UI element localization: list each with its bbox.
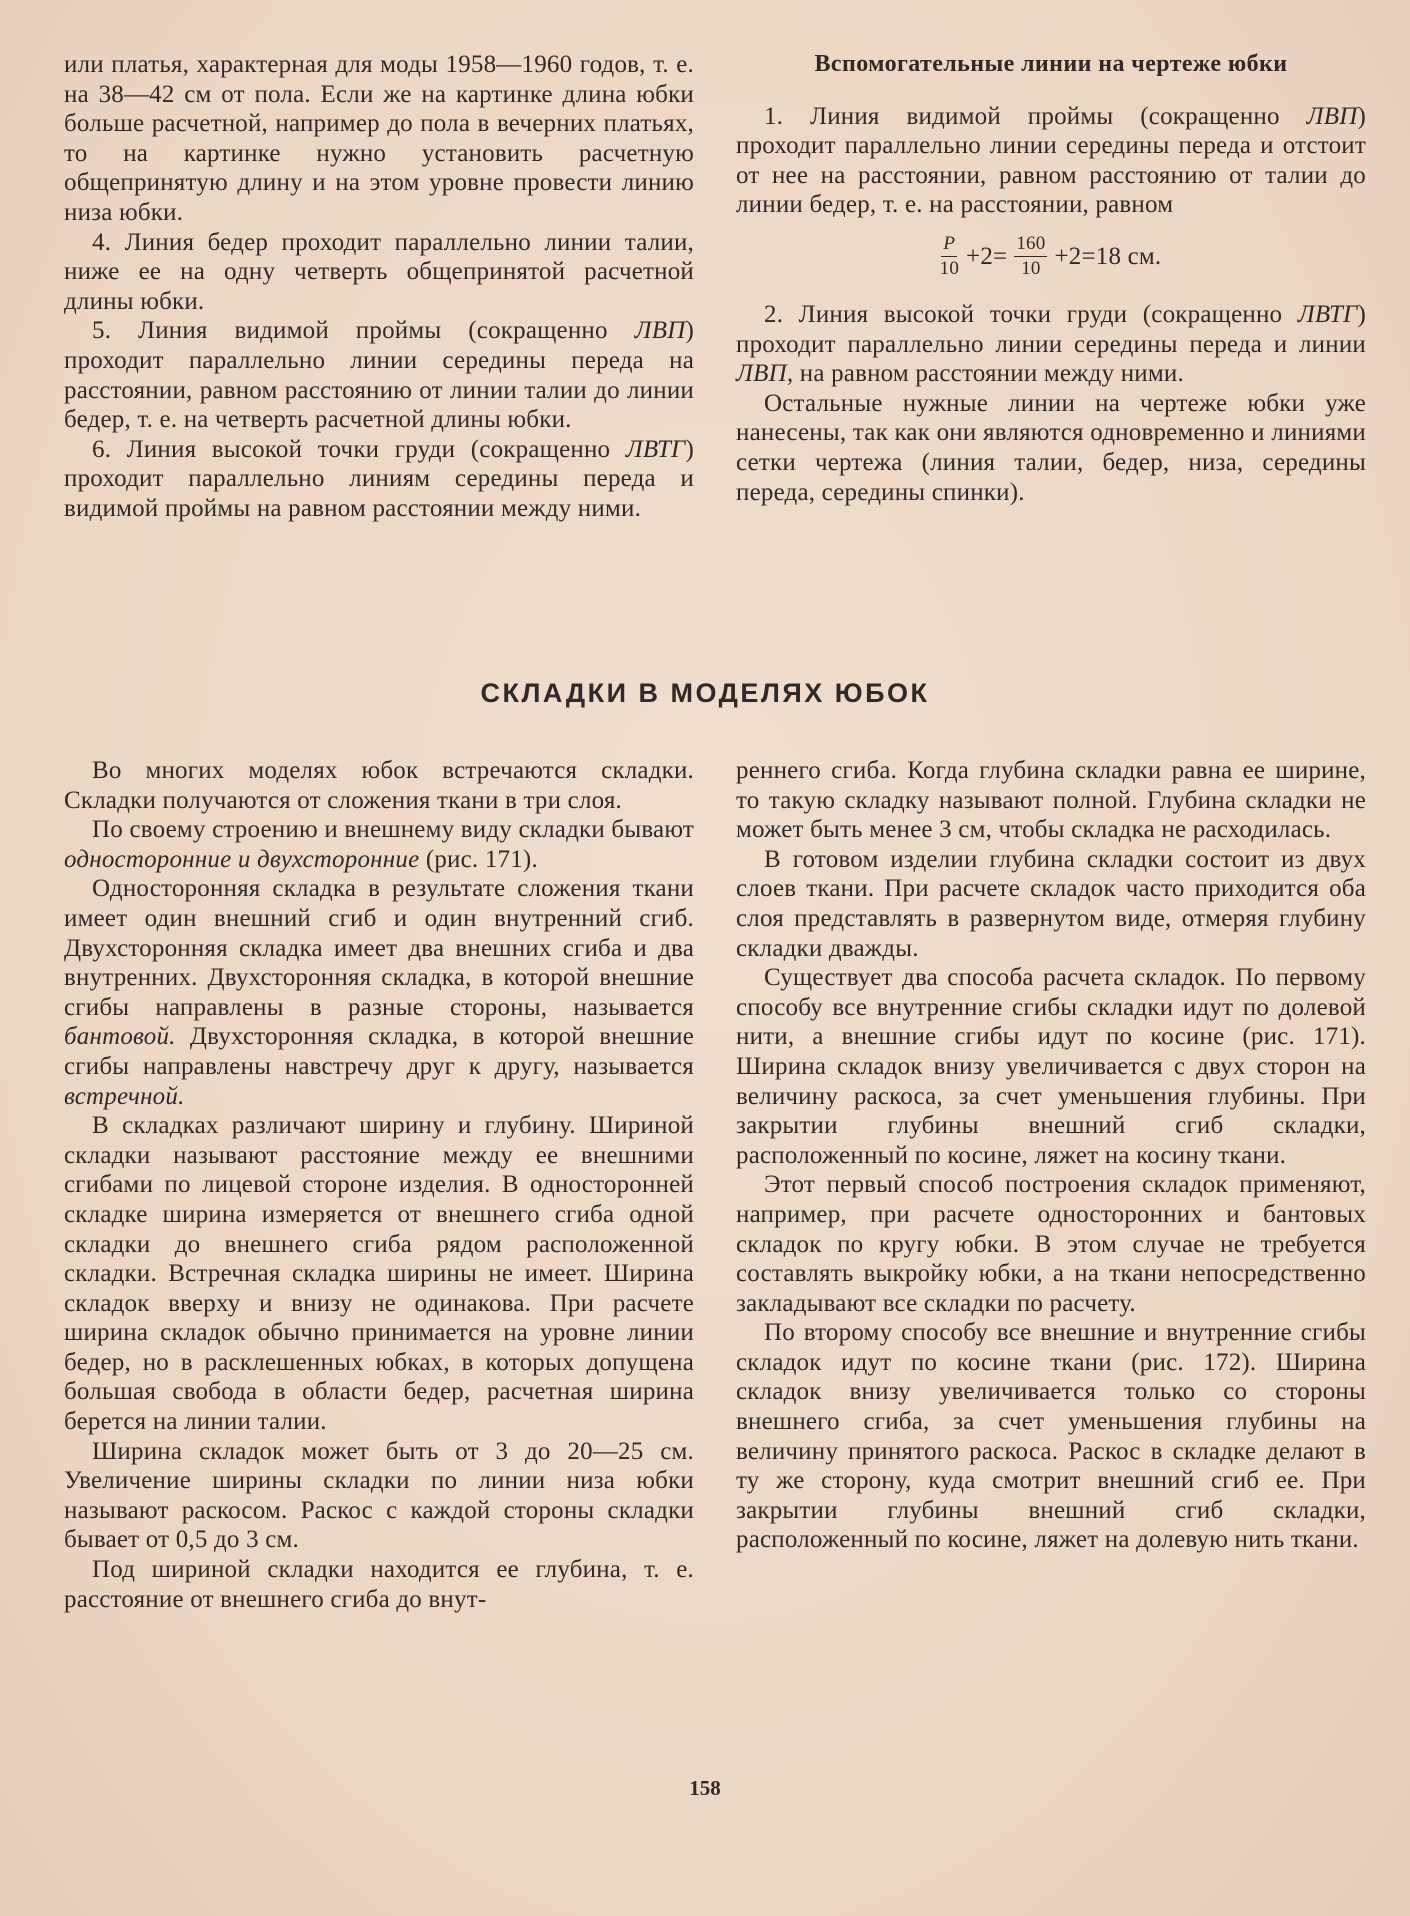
section-heading: СКЛАДКИ В МОДЕЛЯХ ЮБОК — [480, 678, 930, 708]
paragraph-visible-armhole-line — [64, 316, 694, 434]
paragraph-continuation: или платья, характерная для моды 1958—1960 годов, т. е. на 38—42 см от пола. Если же на картинке длина юбки больше расчетной, например до пола в вечерних платьях, то на картинке нужно установить расчетную общепринятую длину и на этом уровне провести линию низа юбки. — [64, 51, 694, 226]
text-segment: ) проходит параллельно линиям середины переда и видимой проймы на равном расстоянии между ними. — [64, 435, 694, 522]
paragraph-first-method: Существует два способа расчета складок. По первому способу все внутренние сгибы складки идут по долевой нити, а внешние сгибы идут по косине (рис. 171). Ширина складок внизу увеличивается с двух сторон на величину раскоса, за счет уменьшения глубины. При закрытии глубины внешний сгиб складки, расположенный по косине, ляжет на косину ткани. — [736, 964, 1366, 1169]
paragraph-second-method: По второму способу все внешние и внутренние сгибы складок идут по косине ткани (рис. 172). Ширина складок внизу увеличивается только со стороны внешнего сгиба, за счет уменьшения глубины на величину принятого раскоса. Раскос в складке делают в ту же сторону, куда смотрит внешний сгиб ее. При закрытии глубины внешний сгиб складки, расположенный по косине, ляжет на долевую нить ткани. — [736, 1319, 1366, 1554]
page-number: 158 — [689, 1776, 721, 1800]
paragraph-pleat-folds — [64, 874, 694, 1111]
paragraph-remaining-lines: Остальные нужные линии на чертеже юбки уже нанесены, так как они являются одновременно и линиями сетки чертежа (линия талии, бедер, низа, середины переда, середины спинки). — [736, 389, 1366, 506]
paragraph-auxiliary-line-1 — [736, 102, 1366, 220]
paragraph-pleat-width: В складках различают ширину и глубину. Шириной складки называют расстояние между ее внешними сгибами по лицевой стороне изделия. В односторонней складке ширина измеряется от внешнего сгиба одной складки до внешнего сгиба рядом расположенной складки. Встречная складка ширины не имеет. Ширина складок вверху и внизу не одинакова. При расчете ширина складок обычно принимается на уровне линии бедер, но в расклешенных юбках, в которых допущена большая свобода в области бедер, расчетная ширина берется на линии талии. — [64, 1112, 694, 1436]
paragraph-first-method-usage: Этот первый способ построения складок применяют, например, при расчете односторонних и бантовых складок по кругу юбки. В этом случае не требуется составлять выкройку юбки, а на ткани непосредственно закладывают все складки по расчету. — [736, 1171, 1366, 1317]
bottom-left-column — [64, 756, 694, 1614]
paragraph-depth-continuation: реннего сгиба. Когда глубина складки равна ее ширине, то такую складку называют полной. Глубина складки не может быть менее 3 см, чтобы складка не расходилась. — [736, 757, 1366, 844]
bottom-right-column — [736, 756, 1366, 1555]
abbreviation: ЛВТГ — [625, 435, 686, 463]
paragraph-hip-line: 4. Линия бедер проходит параллельно линии талии, ниже ее на одну четверть общепринятой расчетной длины юбки. — [64, 228, 694, 315]
text-segment: 1. Линия видимой проймы (сокращенно — [764, 102, 1307, 130]
abbreviation: ЛВП — [1306, 102, 1358, 130]
top-right-column — [736, 50, 1366, 507]
fraction-numerator: 160 — [1014, 232, 1047, 257]
emphasis-text: бантовой. — [64, 1023, 176, 1051]
formula-operator: +2= — [966, 243, 1008, 271]
abbreviation: ЛВП, — [736, 360, 794, 388]
text-segment: ) проходит параллельно линии середины переда и отстоит от нее на расстоянии, равном расстоянию от талии до линии бедер, т. е. на расстоянии, равном — [736, 102, 1366, 219]
paragraph-pleat-depth: Под шириной складки находится ее глубина, т. е. расстояние от внешнего сгиба до внут- — [64, 1556, 694, 1613]
text-segment: 2. Линия высокой точки груди (сокращенно — [764, 300, 1298, 328]
text-segment: на равном расстоянии между ними. — [793, 360, 1184, 388]
paragraph-pleat-flare: Ширина складок может быть от 3 до 20—25 см. Увеличение ширины складки по линии низа юбки называют раскосом. Раскос с каждой стороны складки бывает от 0,5 до 3 см. — [64, 1437, 694, 1554]
text-segment: Односторонняя складка в результате сложения ткани имеет один внешний сгиб и один внутренний сгиб. Двухсторонняя складка имеет два внешних сгиба и два внутренних. Двухсторонняя складка, в которой внешние сгибы направлены в разные стороны, называется — [64, 875, 694, 1021]
text-segment: 5. Линия видимой проймы (сокращенно — [92, 317, 635, 345]
text-segment: Двухсторонняя складка, в которой внешние сгибы направлены навстречу друг к другу, называется — [64, 1023, 694, 1080]
fraction-denominator: 10 — [1021, 258, 1041, 280]
abbreviation: ЛВТГ — [1297, 300, 1358, 328]
paragraph-finished-depth: В готовом изделии глубина складки состоит из двух слоев ткани. При расчете складок часто приходится оба слоя представлять в развернутом виде, отмеряя глубину складки дважды. — [736, 845, 1366, 962]
text-segment: (рис. 171). — [419, 845, 538, 873]
paragraph-auxiliary-line-2 — [736, 300, 1366, 389]
emphasis-text: встречной. — [64, 1082, 185, 1110]
emphasis-text: односторонние и двухсторонние — [64, 845, 420, 873]
text-segment: ) проходит параллельно линии середины переда и линии — [736, 300, 1366, 358]
fraction-p-over-10 — [940, 232, 959, 281]
fraction-numerator: P — [941, 232, 957, 257]
fraction-denominator: 10 — [939, 258, 960, 280]
fraction-160-over-10 — [1014, 232, 1047, 281]
abbreviation: ЛВП — [634, 317, 686, 345]
paragraph-pleats-intro: Во многих моделях юбок встречаются складки. Складки получаются от сложения ткани в три слоя. — [64, 757, 694, 814]
formula — [736, 228, 1366, 286]
formula-result: +2=18 см. — [1054, 243, 1162, 271]
paragraph-pleat-types — [64, 815, 694, 874]
subsection-heading: Вспомогательные линии на чертеже юбки — [814, 51, 1288, 77]
paragraph-bust-point-line — [64, 435, 694, 524]
text-segment: ) проходит параллельно линии середины переда на расстоянии, равном расстоянию от линии талии до линии бедер, т. е. на четверть расчетной длины юбки. — [64, 317, 694, 434]
top-left-column — [64, 50, 694, 524]
text-segment: 6. Линия высокой точки груди (сокращенно — [92, 435, 626, 463]
text-segment: По своему строению и внешнему виду складки бывают — [92, 816, 694, 844]
